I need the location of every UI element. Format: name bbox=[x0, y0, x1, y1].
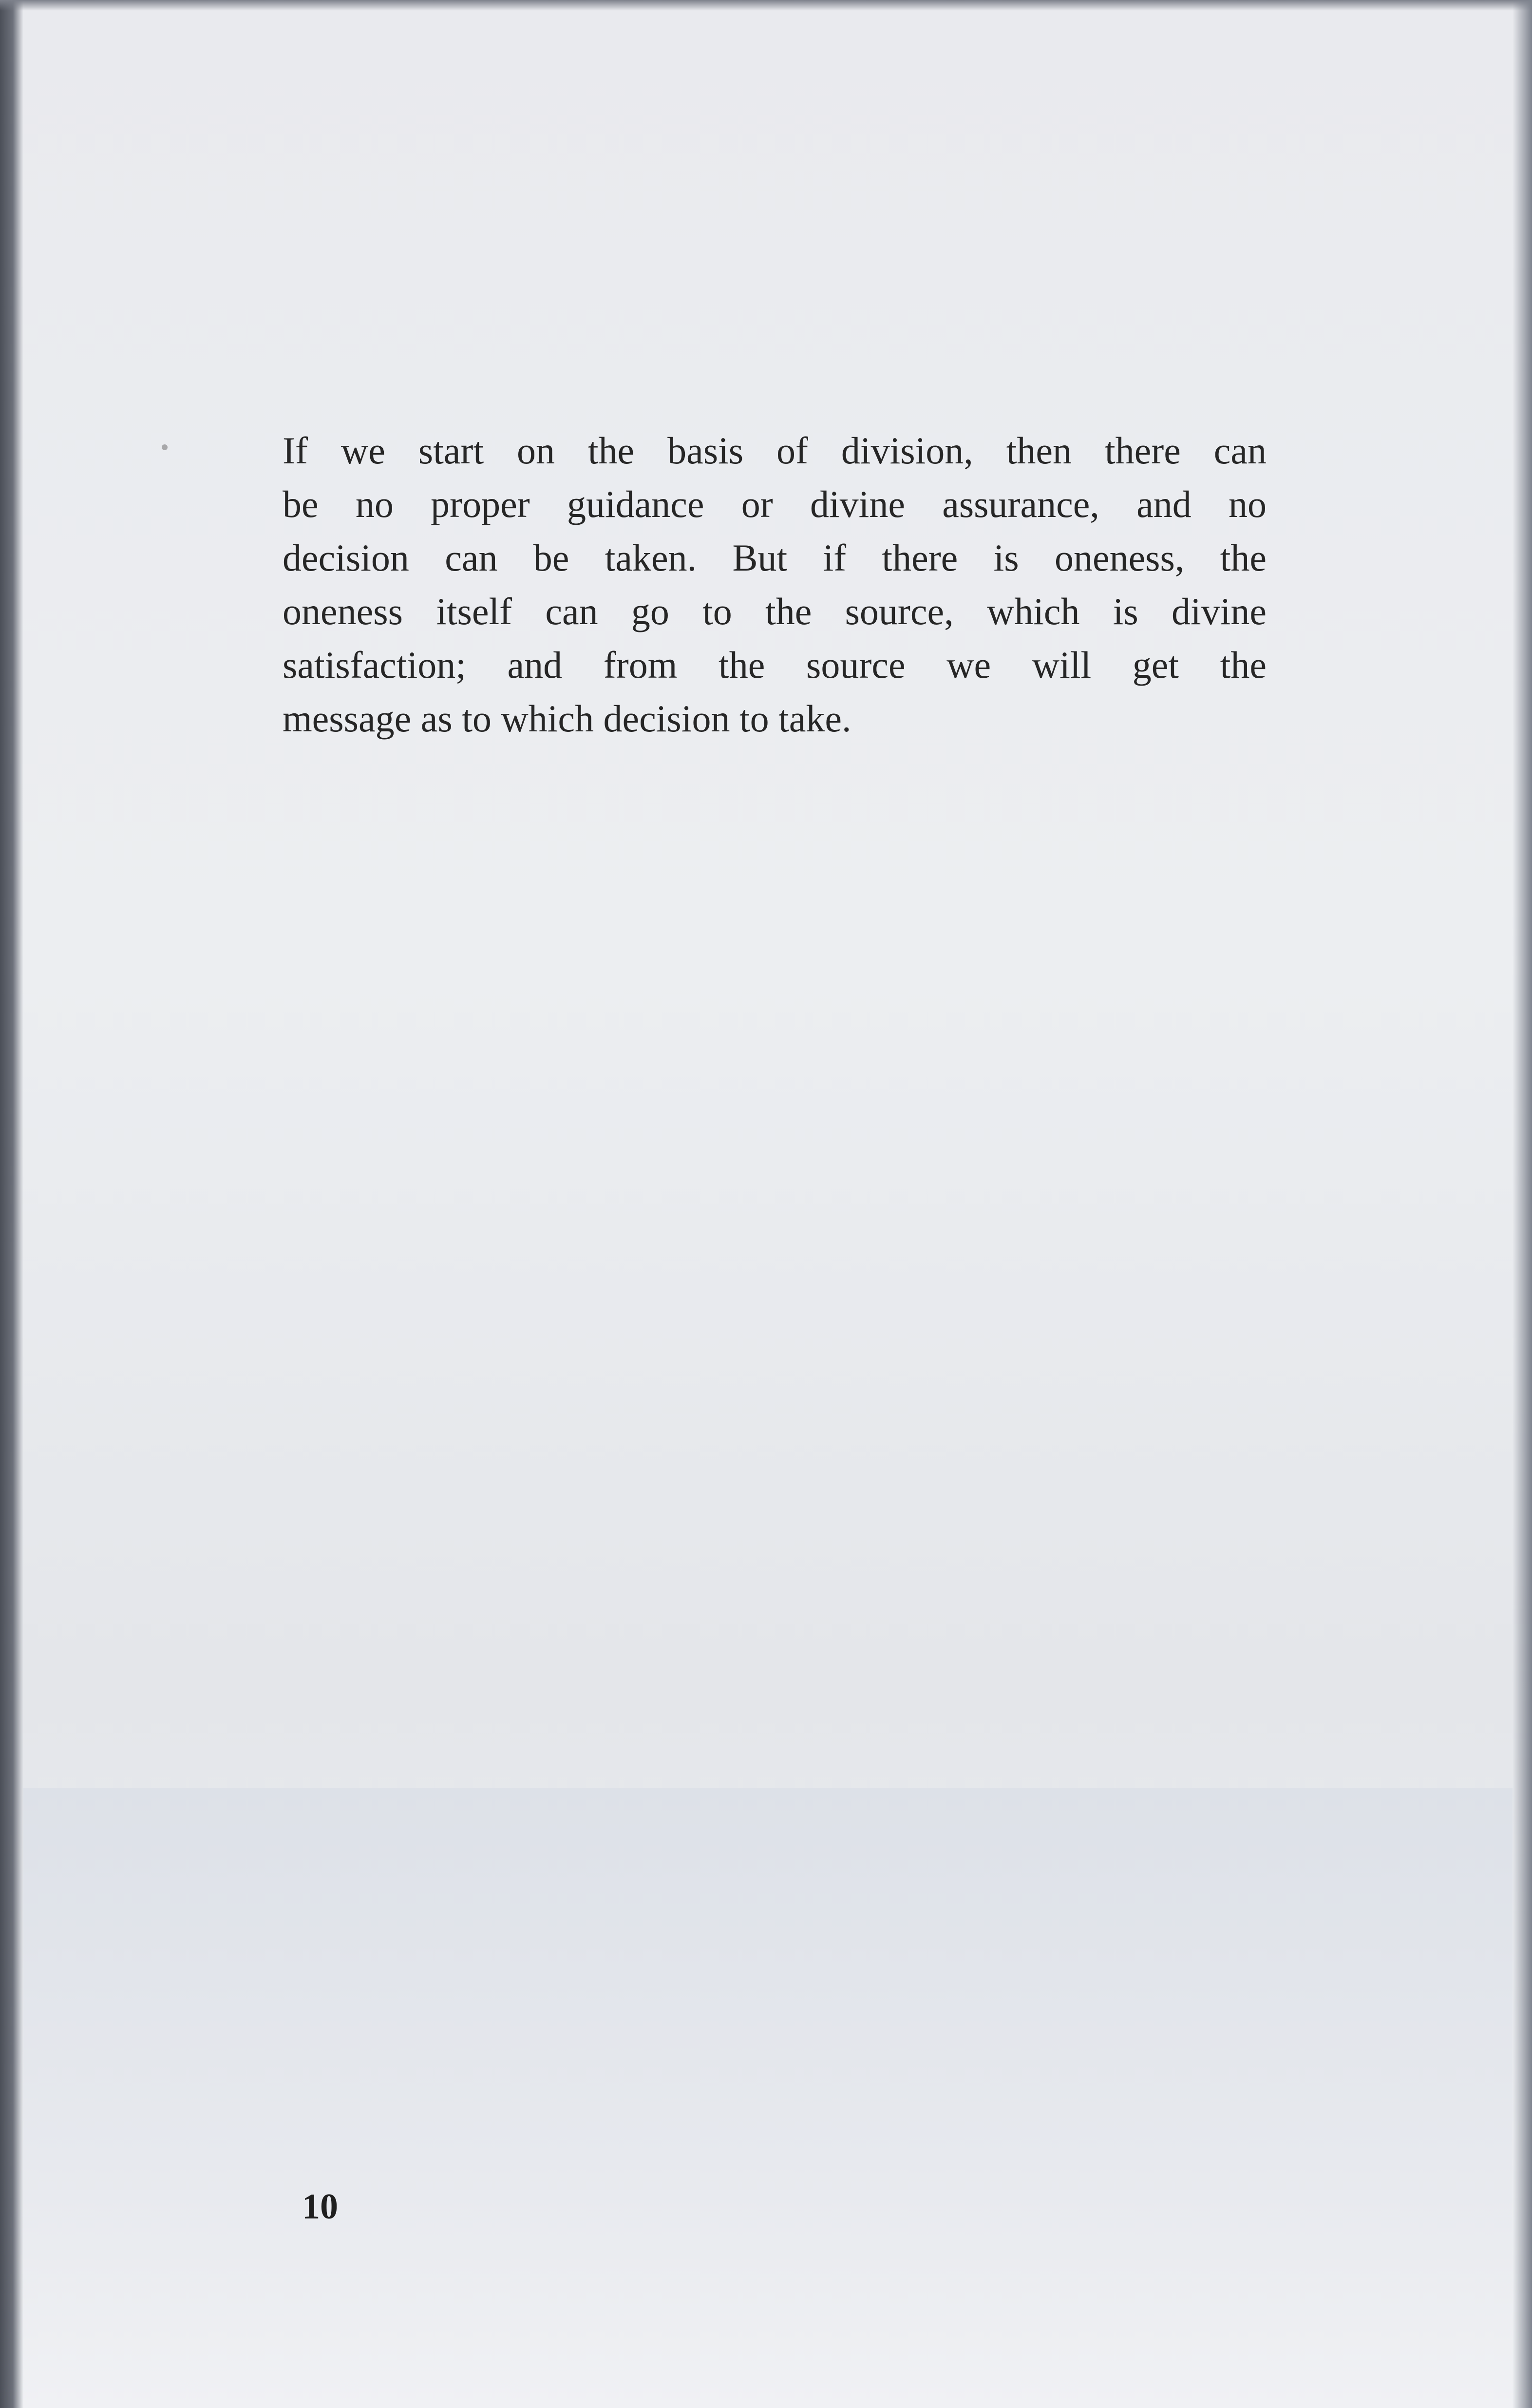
lower-tint-panel bbox=[23, 1788, 1513, 2408]
top-edge-shadow bbox=[0, 0, 1532, 11]
page-number: 10 bbox=[302, 2187, 338, 2227]
paragraph bbox=[283, 424, 1267, 745]
paragraph-line-6: message as to which decision to take. bbox=[283, 697, 851, 740]
stray-mark bbox=[162, 444, 168, 450]
paragraph-line-5: satisfaction; and from the source we will get the bbox=[283, 644, 1267, 686]
binding-shadow bbox=[0, 0, 23, 2408]
paragraph-line-1: If we start on the basis of division, then there can bbox=[283, 429, 1267, 472]
paragraph-line-4: oneness itself can go to the source, which is divine bbox=[283, 590, 1267, 632]
paragraph-line-3: decision can be taken. But if there is oneness, the bbox=[283, 536, 1267, 579]
paragraph-line-2: be no proper guidance or divine assurance, and no bbox=[283, 483, 1267, 525]
bleed-through-text bbox=[287, 750, 1252, 1187]
right-edge-shadow bbox=[1513, 0, 1532, 2408]
